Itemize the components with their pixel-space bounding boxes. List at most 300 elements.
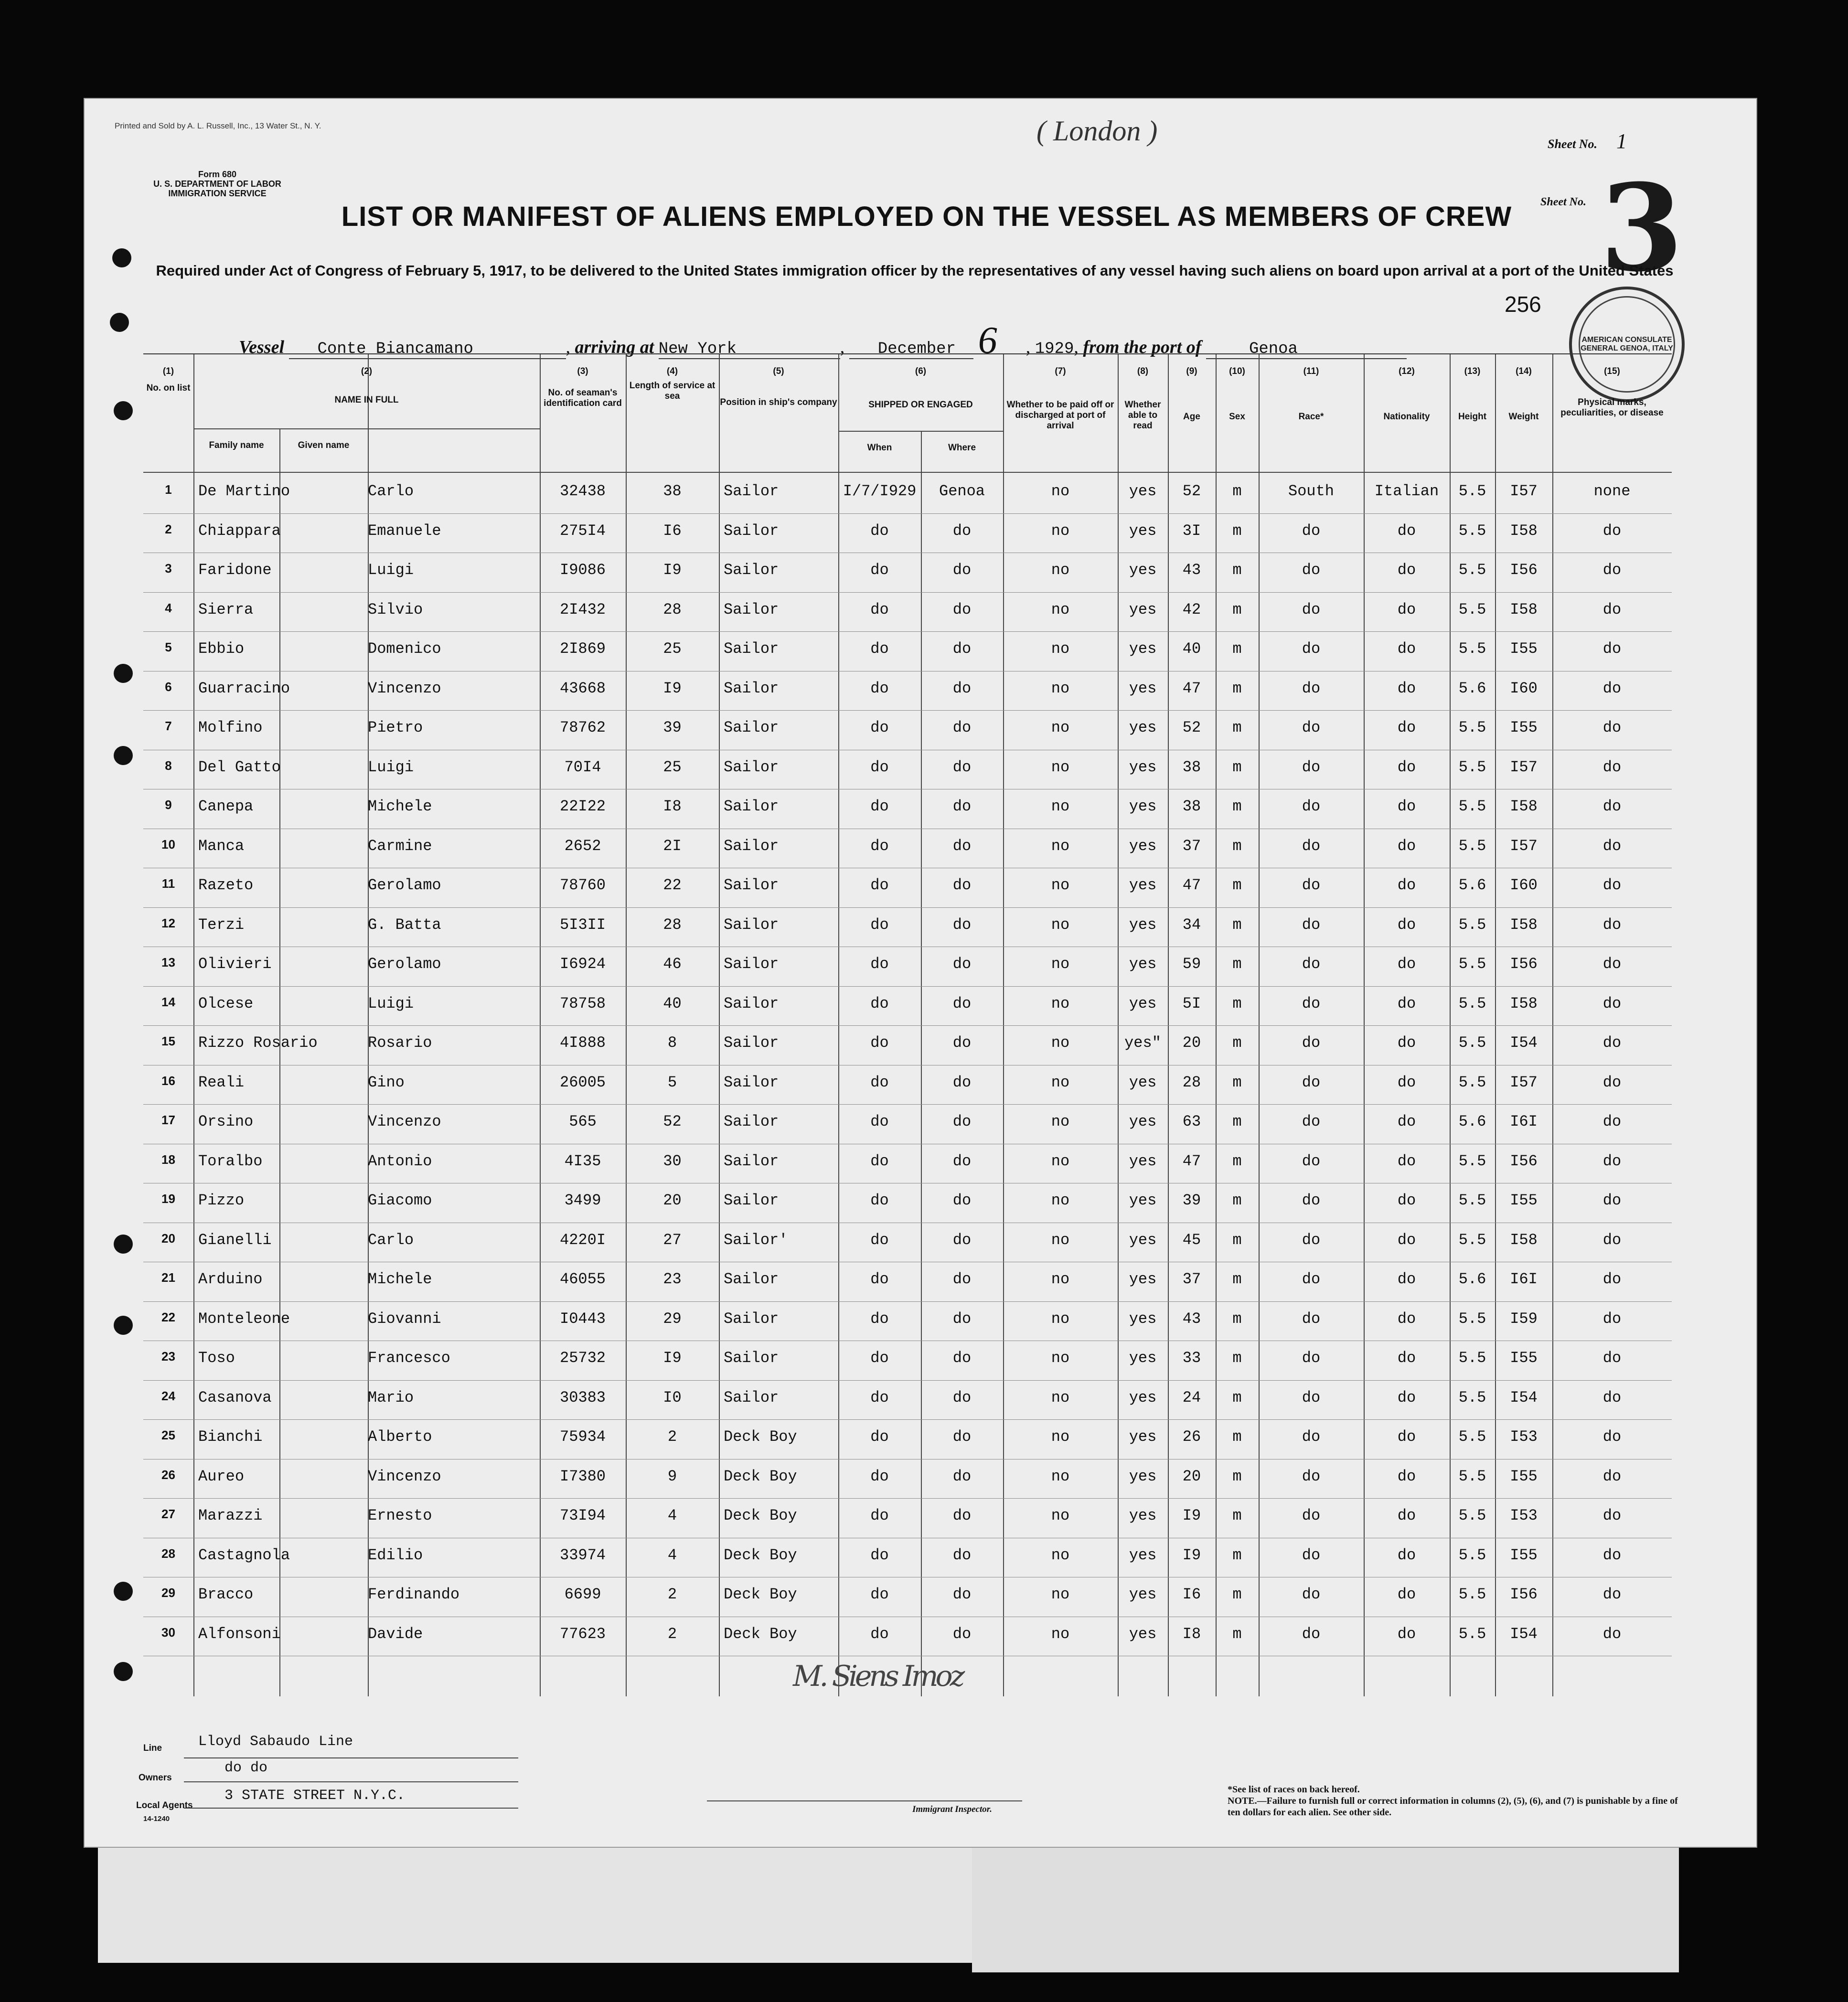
given-name: G. Batta <box>368 916 441 934</box>
column-number-c14: (14) <box>1516 366 1532 376</box>
paid-off: no <box>1051 955 1070 973</box>
service-years: I9 <box>663 679 682 697</box>
sex: m <box>1232 1034 1242 1052</box>
shipped-when: do <box>870 1270 889 1288</box>
punch-hole <box>110 313 129 332</box>
height: 5.5 <box>1458 522 1486 540</box>
sex: m <box>1232 1192 1242 1209</box>
family-name: Bracco <box>198 1586 254 1603</box>
able-to-read: yes <box>1129 1231 1157 1249</box>
position: Sailor <box>724 916 779 934</box>
height: 5.5 <box>1458 1507 1486 1524</box>
shipped-when: do <box>870 837 889 855</box>
sex: m <box>1232 1231 1242 1249</box>
paid-off: no <box>1051 719 1070 736</box>
row-number: 3 <box>165 561 172 575</box>
given-name: Luigi <box>368 758 414 776</box>
age: 38 <box>1182 758 1201 776</box>
height: 5.5 <box>1458 955 1486 973</box>
position: Sailor <box>724 1152 779 1170</box>
age: 34 <box>1182 916 1201 934</box>
age: 20 <box>1182 1467 1201 1485</box>
column-header-c7: Whether to be paid off or discharged at port of arrival <box>1006 400 1114 431</box>
column-number-c4: (4) <box>666 366 678 376</box>
shipped-where: do <box>952 640 972 658</box>
able-to-read: yes <box>1129 1113 1157 1130</box>
sex: m <box>1232 955 1242 973</box>
row-rule <box>143 1025 1672 1026</box>
race: do <box>1302 1625 1321 1643</box>
shipped-when: do <box>870 561 889 579</box>
column-header-c1: No. on list <box>146 383 191 393</box>
id-card: 33974 <box>559 1546 606 1564</box>
able-to-read: yes <box>1129 1428 1157 1446</box>
family-name: Molfino <box>198 719 263 736</box>
weight: I56 <box>1510 561 1538 579</box>
height: 5.5 <box>1458 1310 1486 1328</box>
weight: I57 <box>1510 758 1538 776</box>
able-to-read: yes <box>1129 561 1157 579</box>
family-name: Del Gatto <box>198 758 281 776</box>
given-name: Luigi <box>368 994 414 1012</box>
punch-hole <box>114 1316 133 1335</box>
paid-off: no <box>1051 758 1070 776</box>
id-card: 77623 <box>559 1625 606 1643</box>
height: 5.5 <box>1458 1152 1486 1170</box>
nationality: do <box>1397 640 1416 658</box>
position: Sailor <box>724 1310 779 1328</box>
sex: m <box>1232 758 1242 776</box>
sex: m <box>1232 994 1242 1012</box>
able-to-read: yes <box>1129 1192 1157 1209</box>
shipped-where: do <box>952 679 972 697</box>
sex: m <box>1232 1113 1242 1130</box>
service-years: I0 <box>663 1388 682 1406</box>
race: do <box>1302 1192 1321 1209</box>
able-to-read: yes <box>1129 1625 1157 1643</box>
race: do <box>1302 1034 1321 1052</box>
given-name: Davide <box>368 1625 423 1643</box>
punch-hole <box>114 664 133 683</box>
age: 43 <box>1182 561 1201 579</box>
nationality: do <box>1397 758 1416 776</box>
id-card: 4220I <box>559 1231 606 1249</box>
nationality: do <box>1397 1546 1416 1564</box>
given-name: Rosario <box>368 1034 432 1052</box>
physical-marks: do <box>1602 1625 1622 1643</box>
paid-off: no <box>1051 1546 1070 1564</box>
column-header-c6a: When <box>867 443 892 453</box>
id-card: 30383 <box>559 1388 606 1406</box>
able-to-read: yes" <box>1124 1034 1161 1052</box>
physical-marks: do <box>1602 640 1622 658</box>
column-header-c2_num: (2) <box>361 366 373 376</box>
age: 52 <box>1182 719 1201 736</box>
given-name: Francesco <box>368 1349 450 1367</box>
service-years: 46 <box>663 955 682 973</box>
race: do <box>1302 837 1321 855</box>
shipped-where: do <box>952 1507 972 1524</box>
height: 5.6 <box>1458 679 1486 697</box>
shipped-when: do <box>870 1152 889 1170</box>
sex: m <box>1232 1310 1242 1328</box>
id-card: 2652 <box>564 837 601 855</box>
underlying-sheet-2 <box>972 1843 1679 1972</box>
service-years: 30 <box>663 1152 682 1170</box>
race: do <box>1302 1467 1321 1485</box>
age: 47 <box>1182 876 1201 894</box>
shipped-when: do <box>870 1192 889 1209</box>
age: 39 <box>1182 1192 1201 1209</box>
weight: I55 <box>1510 640 1538 658</box>
physical-marks: do <box>1602 1310 1622 1328</box>
age: 5I <box>1182 994 1201 1012</box>
line-value: Lloyd Sabaudo Line <box>198 1734 353 1750</box>
nationality: do <box>1397 1507 1416 1524</box>
race: do <box>1302 719 1321 736</box>
weight: I53 <box>1510 1428 1538 1446</box>
column-number-c3: (3) <box>577 366 588 376</box>
row-number: 14 <box>161 994 175 1009</box>
race: do <box>1302 1231 1321 1249</box>
sex: m <box>1232 1388 1242 1406</box>
shipped-when: do <box>870 1231 889 1249</box>
height: 5.5 <box>1458 837 1486 855</box>
position: Deck Boy <box>724 1507 797 1524</box>
able-to-read: yes <box>1129 719 1157 736</box>
given-name: Antonio <box>368 1152 432 1170</box>
column-number-c8: (8) <box>1137 366 1149 376</box>
shipped-when: do <box>870 719 889 736</box>
column-number-c5: (5) <box>773 366 784 376</box>
able-to-read: yes <box>1129 916 1157 934</box>
row-number: 12 <box>161 916 175 930</box>
row-number: 6 <box>165 679 172 694</box>
row-number: 29 <box>161 1586 175 1600</box>
weight: I56 <box>1510 1152 1538 1170</box>
sex: m <box>1232 679 1242 697</box>
column-header-c2b: Given name <box>298 440 350 450</box>
position: Sailor <box>724 561 779 579</box>
shipped-where: do <box>952 522 972 540</box>
stamp-number: 256 <box>1505 292 1541 317</box>
nationality: do <box>1397 1310 1416 1328</box>
row-number: 25 <box>161 1428 175 1442</box>
physical-marks: do <box>1602 1152 1622 1170</box>
nationality: do <box>1397 1349 1416 1367</box>
height: 5.5 <box>1458 758 1486 776</box>
age: 52 <box>1182 482 1201 500</box>
shipped-when: do <box>870 1349 889 1367</box>
owners-value: do do <box>224 1760 268 1776</box>
row-rule <box>143 1419 1672 1420</box>
given-name: Michele <box>368 798 432 815</box>
height: 5.5 <box>1458 1546 1486 1564</box>
nationality: do <box>1397 876 1416 894</box>
shipped-when: do <box>870 876 889 894</box>
able-to-read: yes <box>1129 1388 1157 1406</box>
id-card: 6699 <box>564 1586 601 1603</box>
sheet-number-top: Sheet No. 1 <box>1548 129 1627 153</box>
row-number: 16 <box>161 1073 175 1088</box>
id-card: I0443 <box>559 1310 606 1328</box>
physical-marks: do <box>1602 1073 1622 1091</box>
family-name: Aureo <box>198 1467 245 1485</box>
punch-hole <box>114 746 133 765</box>
nationality: do <box>1397 1034 1416 1052</box>
physical-marks: do <box>1602 1113 1622 1130</box>
physical-marks: do <box>1602 758 1622 776</box>
row-rule <box>143 1104 1672 1105</box>
age: 40 <box>1182 640 1201 658</box>
column-header-c2a: Family name <box>209 440 264 450</box>
id-card: 22I22 <box>559 798 606 815</box>
given-name: Carlo <box>368 482 414 500</box>
shipped-where: Genoa <box>939 482 985 500</box>
physical-marks: do <box>1602 719 1622 736</box>
height: 5.5 <box>1458 916 1486 934</box>
height: 5.5 <box>1458 640 1486 658</box>
shipped-where: do <box>952 1428 972 1446</box>
sex: m <box>1232 1507 1242 1524</box>
position: Sailor <box>724 837 779 855</box>
weight: I58 <box>1510 916 1538 934</box>
able-to-read: yes <box>1129 1073 1157 1091</box>
service-years: 52 <box>663 1113 682 1130</box>
nationality: Italian <box>1374 482 1439 500</box>
weight: I54 <box>1510 1388 1538 1406</box>
able-to-read: yes <box>1129 679 1157 697</box>
position: Sailor <box>724 1349 779 1367</box>
column-header-c11: Race* <box>1298 412 1324 422</box>
able-to-read: yes <box>1129 1310 1157 1328</box>
age: I9 <box>1182 1546 1201 1564</box>
age: 3I <box>1182 522 1201 540</box>
sheet-number-label: Sheet No. <box>1540 196 1586 208</box>
given-name: Michele <box>368 1270 432 1288</box>
position: Sailor <box>724 1270 779 1288</box>
vessel-line: Vessel Conte Biancamano , arriving at New York , December 6 , 1929, from the port of Genoa <box>239 319 1407 362</box>
shipped-where: do <box>952 1349 972 1367</box>
service-years: I6 <box>663 522 682 540</box>
given-name: Gino <box>368 1073 405 1091</box>
position: Deck Boy <box>724 1467 797 1485</box>
nationality: do <box>1397 1270 1416 1288</box>
height: 5.5 <box>1458 1192 1486 1209</box>
shipped-where: do <box>952 758 972 776</box>
row-number: 23 <box>161 1349 175 1363</box>
column-header-c2: NAME IN FULL <box>334 395 399 405</box>
shipped-when: do <box>870 1467 889 1485</box>
punch-hole <box>114 1582 133 1601</box>
race: do <box>1302 1546 1321 1564</box>
shipped-where: do <box>952 1388 972 1406</box>
weight: I60 <box>1510 679 1538 697</box>
sex: m <box>1232 1586 1242 1603</box>
service-years: 27 <box>663 1231 682 1249</box>
row-number: 17 <box>161 1113 175 1127</box>
shipped-when: do <box>870 1428 889 1446</box>
given-name: Giovanni <box>368 1310 441 1328</box>
age: 45 <box>1182 1231 1201 1249</box>
service-years: 25 <box>663 758 682 776</box>
service-years: 28 <box>663 916 682 934</box>
height: 5.6 <box>1458 1113 1486 1130</box>
weight: I6I <box>1510 1270 1538 1288</box>
sex: m <box>1232 522 1242 540</box>
family-name: Razeto <box>198 876 254 894</box>
column-header-c6b: Where <box>948 443 976 453</box>
race: do <box>1302 1507 1321 1524</box>
nationality: do <box>1397 1467 1416 1485</box>
sex: m <box>1232 1152 1242 1170</box>
position: Sailor <box>724 994 779 1012</box>
row-number: 19 <box>161 1192 175 1206</box>
family-name: Rizzo Rosario <box>198 1034 318 1052</box>
row-number: 24 <box>161 1388 175 1403</box>
nationality: do <box>1397 1625 1416 1643</box>
shipped-where: do <box>952 916 972 934</box>
age: 33 <box>1182 1349 1201 1367</box>
family-name: Bianchi <box>198 1428 263 1446</box>
header-bottom-rule <box>143 472 1672 473</box>
weight: I58 <box>1510 600 1538 618</box>
physical-marks: do <box>1602 1231 1622 1249</box>
column-divider <box>279 428 280 1696</box>
column-header-c4: Length of service at sea <box>629 381 716 401</box>
physical-marks: do <box>1602 1546 1622 1564</box>
given-name: Pietro <box>368 719 423 736</box>
row-number: 13 <box>161 955 175 969</box>
age: 28 <box>1182 1073 1201 1091</box>
family-name: Gianelli <box>198 1231 272 1249</box>
given-name: Gerolamo <box>368 955 441 973</box>
shipped-where: do <box>952 561 972 579</box>
service-years: 20 <box>663 1192 682 1209</box>
shipped-where: do <box>952 1467 972 1485</box>
able-to-read: yes <box>1129 640 1157 658</box>
nationality: do <box>1397 916 1416 934</box>
id-card: 75934 <box>559 1428 606 1446</box>
row-number: 10 <box>161 837 175 852</box>
weight: I54 <box>1510 1625 1538 1643</box>
position: Deck Boy <box>724 1625 797 1643</box>
position: Sailor <box>724 1113 779 1130</box>
row-number: 28 <box>161 1546 175 1561</box>
height: 5.5 <box>1458 600 1486 618</box>
paid-off: no <box>1051 1073 1070 1091</box>
paid-off: no <box>1051 1034 1070 1052</box>
sheet-number-handwritten: 3 <box>1600 158 1683 298</box>
column-number-c12: (12) <box>1399 366 1415 376</box>
family-name: Marazzi <box>198 1507 263 1524</box>
paid-off: no <box>1051 876 1070 894</box>
weight: I55 <box>1510 1192 1538 1209</box>
nationality: do <box>1397 679 1416 697</box>
nationality: do <box>1397 1073 1416 1091</box>
height: 5.5 <box>1458 1073 1486 1091</box>
punch-hole <box>114 1235 133 1254</box>
sex: m <box>1232 1546 1242 1564</box>
handwritten-note: ( London ) <box>1036 115 1158 147</box>
family-name: Chiappara <box>198 522 281 540</box>
given-name: Emanuele <box>368 522 441 540</box>
physical-marks: do <box>1602 955 1622 973</box>
sex: m <box>1232 1428 1242 1446</box>
family-name: Arduino <box>198 1270 263 1288</box>
paid-off: no <box>1051 1113 1070 1130</box>
family-name: Olivieri <box>198 955 272 973</box>
physical-marks: do <box>1602 837 1622 855</box>
service-years: 22 <box>663 876 682 894</box>
row-rule <box>143 1301 1672 1302</box>
height: 5.5 <box>1458 994 1486 1012</box>
service-years: 2 <box>667 1586 677 1603</box>
race: do <box>1302 1428 1321 1446</box>
inspector-label: Immigrant Inspector. <box>912 1804 992 1814</box>
able-to-read: yes <box>1129 1586 1157 1603</box>
race: do <box>1302 1388 1321 1406</box>
row-number: 2 <box>165 522 172 536</box>
paid-off: no <box>1051 522 1070 540</box>
sex: m <box>1232 1467 1242 1485</box>
paid-off: no <box>1051 600 1070 618</box>
physical-marks: do <box>1602 1349 1622 1367</box>
able-to-read: yes <box>1129 758 1157 776</box>
weight: I55 <box>1510 1467 1538 1485</box>
nationality: do <box>1397 955 1416 973</box>
id-card: 32438 <box>559 482 606 500</box>
shipped-where: do <box>952 600 972 618</box>
nationality: do <box>1397 522 1416 540</box>
id-card: 78762 <box>559 719 606 736</box>
position: Sailor <box>724 1034 779 1052</box>
service-years: 2I <box>663 837 682 855</box>
position: Sailor <box>724 640 779 658</box>
paid-off: no <box>1051 798 1070 815</box>
nationality: do <box>1397 798 1416 815</box>
nationality: do <box>1397 1152 1416 1170</box>
service-years: 23 <box>663 1270 682 1288</box>
physical-marks: do <box>1602 1507 1622 1524</box>
paid-off: no <box>1051 1625 1070 1643</box>
agents-value: 3 STATE STREET N.Y.C. <box>224 1788 406 1804</box>
age: I6 <box>1182 1586 1201 1603</box>
sex: m <box>1232 1625 1242 1643</box>
id-card: 25732 <box>559 1349 606 1367</box>
row-number: 5 <box>165 640 172 654</box>
given-name: Carlo <box>368 1231 414 1249</box>
shipped-where: do <box>952 1310 972 1328</box>
id-card: I6924 <box>559 955 606 973</box>
row-number: 30 <box>161 1625 175 1640</box>
age: 47 <box>1182 1152 1201 1170</box>
service-years: 4 <box>667 1546 677 1564</box>
age: 37 <box>1182 1270 1201 1288</box>
shipped-when: do <box>870 679 889 697</box>
sex: m <box>1232 561 1242 579</box>
id-card: 5I3II <box>559 916 606 934</box>
shipped-when: do <box>870 1113 889 1130</box>
shipped-when: do <box>870 1546 889 1564</box>
row-rule <box>143 907 1672 908</box>
race: do <box>1302 679 1321 697</box>
crew-table <box>143 353 1672 1696</box>
row-number: 26 <box>161 1467 175 1482</box>
column-number-c9: (9) <box>1186 366 1197 376</box>
position: Sailor <box>724 876 779 894</box>
nationality: do <box>1397 600 1416 618</box>
